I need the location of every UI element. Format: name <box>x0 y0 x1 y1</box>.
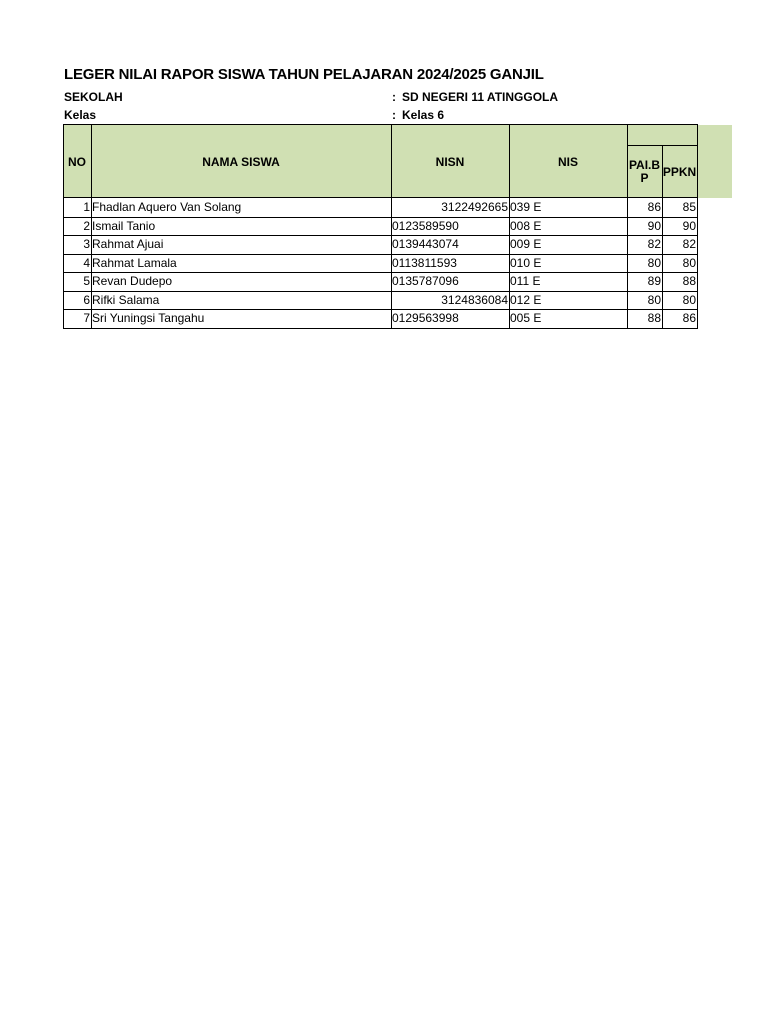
cell-no: 3 <box>83 237 90 251</box>
cell-nama-siswa: Fhadlan Aquero Van Solang <box>92 200 242 214</box>
cell-ppkn: 86 <box>682 311 696 325</box>
cell-nis: 011 E <box>510 274 541 288</box>
cell-ppkn: 80 <box>682 255 696 270</box>
cell-pai-bp: 80 <box>647 255 661 270</box>
grid-line <box>63 217 697 218</box>
cell-nisn: 0123589590 <box>392 218 459 233</box>
cell-no: 4 <box>83 255 90 270</box>
cell-nis: 039 E <box>510 200 542 214</box>
page-title: LEGER NILAI RAPOR SISWA TAHUN PELAJARAN 2024/2025 GANJIL <box>64 66 544 83</box>
header-pai-bp: PAI.BP <box>627 145 662 198</box>
grid-line <box>63 197 697 198</box>
grid-line <box>63 291 697 292</box>
meta-separator: : <box>392 108 396 122</box>
cell-ppkn: 85 <box>682 200 696 214</box>
header-extra-band <box>697 145 732 198</box>
cell-nis: 012 E <box>510 292 542 307</box>
cell-nama-siswa: Rifki Salama <box>92 292 160 307</box>
grid-line <box>63 254 697 255</box>
grid-line <box>627 124 628 329</box>
header-group-band <box>627 125 732 145</box>
cell-no: 1 <box>83 200 90 214</box>
grid-line <box>63 124 697 125</box>
cell-ppkn: 80 <box>682 292 696 307</box>
cell-nis: 009 E <box>510 237 542 251</box>
cell-nama-siswa: Rahmat Lamala <box>92 255 177 270</box>
grid-line <box>697 124 698 329</box>
header-nama-siswa: NAMA SISWA <box>91 125 391 198</box>
meta-label-sekolah: SEKOLAH <box>64 90 123 104</box>
cell-no: 7 <box>83 311 90 325</box>
cell-nis: 010 E <box>510 255 542 270</box>
cell-pai-bp: 90 <box>647 218 661 233</box>
cell-nisn: 3124836084 <box>441 292 508 307</box>
cell-nisn: 0113811593 <box>392 255 457 270</box>
meta-value-kelas: Kelas 6 <box>402 108 445 122</box>
grid-line <box>391 124 392 329</box>
cell-no: 5 <box>83 274 90 288</box>
cell-pai-bp: 80 <box>647 292 661 307</box>
cell-nisn: 0135787096 <box>392 274 459 288</box>
cell-no: 6 <box>83 292 90 307</box>
grid-line <box>509 124 510 329</box>
cell-nisn: 0129563998 <box>392 311 459 325</box>
grid-line <box>63 235 697 236</box>
cell-no: 2 <box>83 218 90 233</box>
header-ppkn: PPKN <box>662 145 697 198</box>
cell-pai-bp: 82 <box>647 237 661 251</box>
grid-line <box>91 124 92 329</box>
cell-nis: 008 E <box>510 218 542 233</box>
cell-nisn: 0139443074 <box>392 237 459 251</box>
cell-nis: 005 E <box>510 311 542 325</box>
header-nisn: NISN <box>391 125 509 198</box>
grid-line <box>63 328 697 329</box>
cell-ppkn: 88 <box>682 274 696 288</box>
grid-line <box>63 309 697 310</box>
cell-nama-siswa: Ismail Tanio <box>92 218 156 233</box>
grid-line <box>63 124 64 329</box>
grid-line <box>63 272 697 273</box>
cell-pai-bp: 86 <box>647 200 661 214</box>
cell-ppkn: 90 <box>682 218 696 233</box>
header-no: NO <box>63 125 91 198</box>
header-nis: NIS <box>509 125 627 198</box>
grid-line <box>662 145 663 329</box>
meta-separator: : <box>392 90 396 104</box>
meta-label-kelas: Kelas <box>64 108 97 122</box>
cell-nisn: 3122492665 <box>441 200 508 214</box>
cell-ppkn: 82 <box>682 237 696 251</box>
cell-nama-siswa: Revan Dudepo <box>92 274 173 288</box>
meta-value-sekolah: SD NEGERI 11 ATINGGOLA <box>402 90 559 104</box>
cell-nama-siswa: Rahmat Ajuai <box>92 237 164 251</box>
cell-pai-bp: 89 <box>647 274 661 288</box>
cell-nama-siswa: Sri Yuningsi Tangahu <box>92 311 205 325</box>
cell-pai-bp: 88 <box>647 311 661 325</box>
